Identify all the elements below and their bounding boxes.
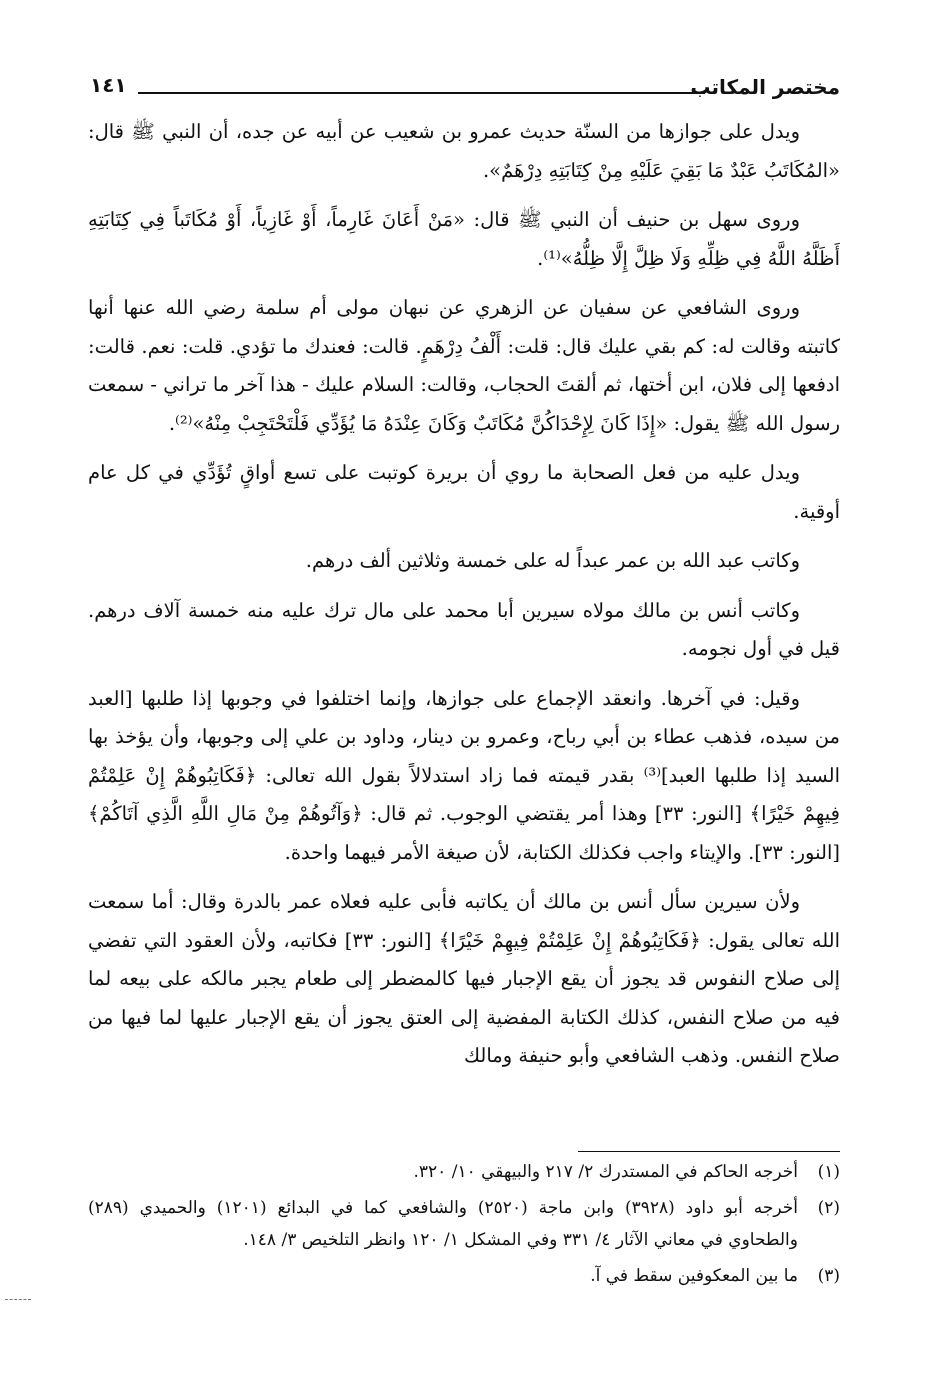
paragraph: ولأن سيرين سأل أنس بن مالك أن يكاتبه فأبى عليه فعلاه عمر بالدرة وقال: أما سمعت الله تعالى يقول: ﴿فَكَاتِبُوهُمْ إِنْ عَلِمْتُمْ فِيهِمْ خَيْرًا﴾ [النور: ٣٣] فكاتبه، ولأن العقود التي تفضي إلى صلاح النفوس قد يجوز أن يقع الإجبار فيها كالمضطر إلى طعام يجبر مالكه على بيعه لما فيه من صلاح النفس، كذلك الكتابة المفضية إلى العتق يجوز أن يقع الإجبار عليها لما فيها من صلاح النفس. وذهب الشافعي وأبو حنيفة ومالك xyxy=(88,890,841,1067)
main-text xyxy=(88,113,840,1076)
footnote-text: أخرجه أبو داود (٣٩٢٨) وابن ماجة (٢٥٢٠) والشافعي كما في البدائع (١٢٠١) والحميدي (٢٨٩) والطحاوي في معاني الآثار ٤/ ٣٣١ وفي المشكل ١/ ١٢٠ وانظر التلخيص ٣/ ١٤٨. xyxy=(88,1198,799,1250)
paragraph: وروى سهل بن حنيف أن النبي ﷺ قال: «مَنْ أَعَانَ غَارِماً، أَوْ غَازِياً، أَوْ مُكَاتَباً فِي كِتَابَتِهِ أَظَلَّهُ اللَّهُ فِي ظِلِّهِ وَلَا ظِلَّ إِلَّا ظِلُّهُ»⁽¹⁾. xyxy=(88,208,840,270)
footnote xyxy=(88,1156,840,1188)
footnotes xyxy=(88,1156,840,1296)
header-rule xyxy=(138,92,705,94)
paragraph: وكاتب عبد الله بن عمر عبداً له على خمسة وثلاثين ألف درهم. xyxy=(305,549,800,572)
running-header xyxy=(90,70,840,106)
scan-edge-mark xyxy=(5,1299,31,1300)
footnote-text: أخرجه الحاكم في المستدرك ٢/ ٢١٧ والبيهقي ١٠/ ٣٢٠. xyxy=(413,1162,798,1182)
paragraph: ويدل على جوازها من السنّة حديث عمرو بن شعيب عن أبيه عن جده، أن النبي ﷺ قال: «المُكَاتَبُ عَبْدٌ مَا بَقِيَ عَلَيْهِ مِنْ كِتَابَتِهِ دِرْهَمٌ». xyxy=(88,120,840,182)
footnote xyxy=(88,1192,840,1256)
footnote xyxy=(88,1260,840,1292)
footnote-text: ما بين المعكوفين سقط في آ. xyxy=(590,1266,798,1286)
page-number: ١٤١ xyxy=(90,73,127,97)
footnote-separator xyxy=(578,1151,840,1152)
footnote-number: (٢) xyxy=(817,1198,840,1218)
paragraph: وقيل: في آخرها. وانعقد الإجماع على جوازها، وإنما اختلفوا في وجوبها إذا طلبها [العبد من سيده، فذهب عطاء بن أبي رباح، وعمرو بن دينار، وداود بن علي إلى وجوبها، وأن يؤخذ بها السيد إذا طلبها العبد]⁽³⁾ بقدر قيمته فما زاد استدلالاً بقول الله تعالى: ﴿فَكَاتِبُوهُمْ إِنْ عَلِمْتُمْ فِيهِمْ خَيْرًا﴾ [النور: ٣٣] وهذا أمر يقتضي الوجوب. ثم قال: ﴿وَآتُوهُمْ مِنْ مَالِ اللَّهِ الَّذِي آتَاكُمْ﴾ [النور: ٣٣]. والإيتاء واجب فكذلك الكتابة، لأن صيغة الأمر فيهما واحدة. xyxy=(88,686,841,864)
paragraph: ويدل عليه من فعل الصحابة ما روي أن بريرة كوتبت على تسع أواقٍ تُؤَدِّي في كل عام أوقية. xyxy=(88,461,840,523)
paragraph: وكاتب أنس بن مالك مولاه سيرين أبا محمد على مال ترك عليه منه خمسة آلاف درهم. قيل في أول نجومه. xyxy=(88,598,840,660)
paragraph: وروى الشافعي عن سفيان عن الزهري عن نبهان مولى أم سلمة رضي الله عنها أنها كاتبته وقالت له: كم بقي عليك قال: قلت: أَلْفُ دِرْهَمٍ. قالت: فعندك ما تؤدي. قلت: نعم. قالت: ادفعها إلى فلان، ابن أختها، ثم ألقتَ الحجاب، وقالت: السلام عليك - هذا آخر ما تراني - سمعت رسول الله ﷺ يقول: «إِذَا كَانَ لِإِحْدَاكُنَّ مُكَاتَبٌ وَكَانَ عِنْدَهُ مَا يُؤَدِّي فَلْتَحْتَجِبْ مِنْهُ»⁽²⁾. xyxy=(88,296,840,435)
footnote-number: (١) xyxy=(817,1162,840,1182)
footnote-number: (٣) xyxy=(817,1266,840,1286)
book-title: مختصر المكاتب xyxy=(690,75,840,99)
